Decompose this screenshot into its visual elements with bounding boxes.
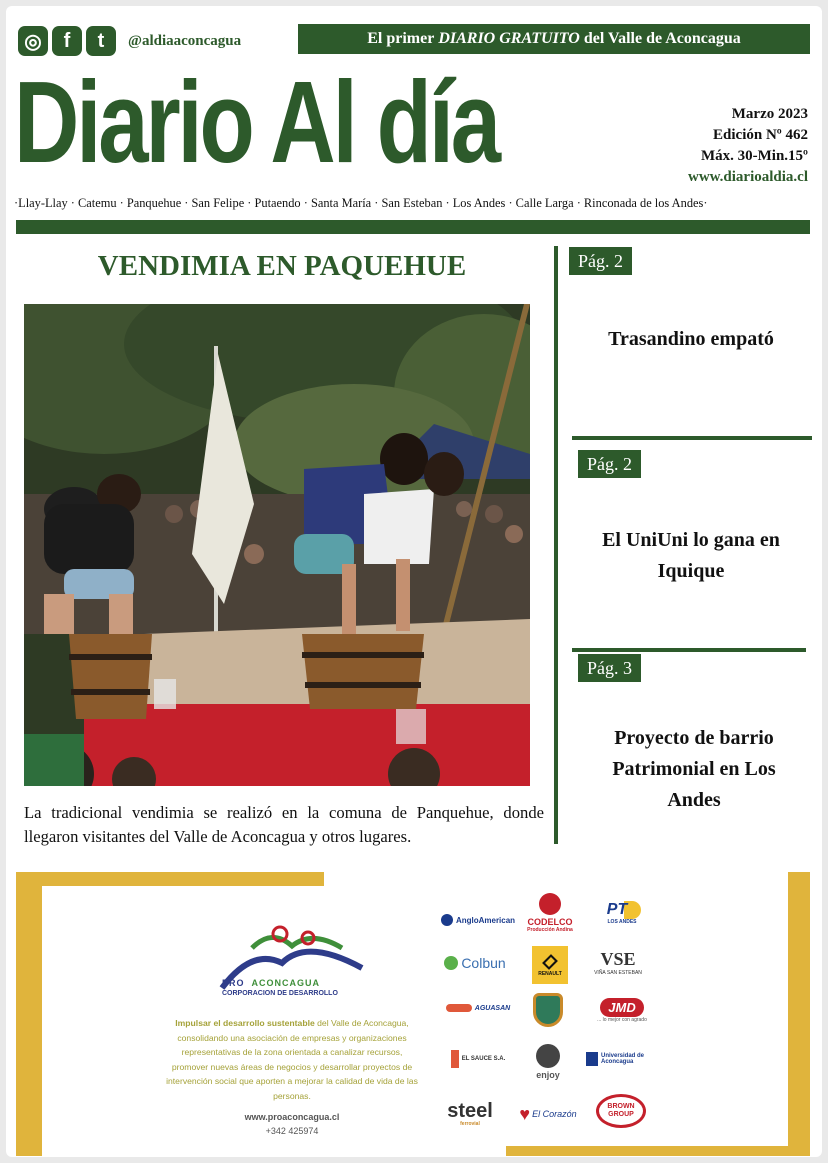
sidebar-page-badge[interactable]: Pág. 2 (578, 450, 641, 478)
ad-frame (16, 872, 42, 1156)
sponsor-enjoy (526, 1038, 570, 1086)
ad-mission (166, 1016, 418, 1104)
sidebar-rule (572, 436, 812, 440)
vendimia-photo (24, 304, 530, 786)
sidebar-story-title[interactable]: Proyecto de barrio Patrimonial en Los Andes (612, 727, 776, 811)
tagline-pre: El primer (367, 30, 435, 47)
ad-website[interactable]: www.proaconcagua.cl (244, 1112, 340, 1122)
sponsor-colbun (440, 950, 510, 976)
sponsor-el-sauce-label: EL SAUCE S.A. (461, 1056, 506, 1062)
sponsor-codelco (520, 890, 580, 936)
main-headline: VENDIMIA EN PAQUEHUE (97, 250, 467, 282)
sponsor-pt (590, 896, 654, 930)
sponsor-pt-sub: LOS ANDES (607, 919, 637, 925)
towns-list: ·Llay-Llay · Catemu · Panquehue · San Felipe · Putaendo · Santa María · San Esteban · Los Andes · Calle Larga · Rinconada de los Andes· (14, 196, 708, 210)
ad-frame (506, 1146, 810, 1156)
sponsor-vse-sub: VIÑA SAN ESTEBAN (594, 969, 642, 976)
sidebar-rule (572, 648, 806, 652)
sponsor-universidad-label: Universidad de Aconcagua (601, 1053, 645, 1065)
ad-content (42, 886, 788, 1146)
edition-website[interactable]: www.diarioaldia.cl (687, 169, 808, 185)
sponsor-pt-label: PT (603, 901, 641, 919)
sponsor-codelco-label: CODELCO (527, 917, 573, 927)
ad-org-subtitle: CORPORACION DE DESARROLLO (222, 990, 338, 997)
sponsor-jmd (590, 990, 654, 1030)
sponsor-colbun-label: Colbun (461, 955, 506, 971)
ad-org-name-b: ACONCAGUA (251, 978, 321, 988)
sponsor-vina-san-esteban (582, 942, 654, 982)
sponsor-advertisement (16, 872, 810, 1156)
ad-phone: +342 425974 (265, 1126, 319, 1136)
ad-org-name-a: PRO (222, 978, 245, 988)
edition-date: Marzo 2023 (731, 106, 808, 122)
sponsor-aguasan (440, 998, 516, 1018)
sponsor-anglo-label: AngloAmerican (455, 915, 516, 925)
ad-frame (788, 872, 810, 1156)
sidebar-story-title[interactable]: El UniUni lo gana en Iquique (602, 529, 780, 582)
newspaper-page (6, 6, 822, 1157)
sponsor-vse-label: VSE (600, 948, 636, 969)
facebook-icon[interactable]: f (52, 26, 82, 56)
sponsor-shield-icon (528, 990, 568, 1030)
sidebar-story-title[interactable]: Trasandino empató (608, 328, 774, 350)
edition-weather: Máx. 30-Min.15º (700, 148, 808, 164)
sponsor-anglo-american (438, 910, 518, 930)
sponsor-aguasan-label: AGUASAN (474, 1004, 511, 1012)
tagline-post: del Valle de Aconcagua (583, 30, 741, 47)
sidebar-page-badge[interactable]: Pág. 3 (578, 654, 641, 682)
sponsor-steel-sub: ferrovial (460, 1121, 480, 1127)
sponsor-universidad-aconcagua (586, 1046, 658, 1072)
sponsor-steel (442, 1096, 498, 1132)
social-bar (18, 26, 241, 56)
edition-number: Edición Nº 462 (713, 127, 808, 143)
sponsor-renault-label: RENAULT (538, 971, 562, 977)
sidebar-divider (554, 246, 558, 844)
sponsor-renault (532, 946, 568, 984)
social-handle[interactable]: @aldiaaconcagua (128, 32, 242, 49)
ad-org-name (222, 978, 392, 988)
tagline-emphasis: DIARIO GRATUITO (438, 30, 580, 47)
ad-frame (16, 872, 324, 886)
sponsor-enjoy-label: enjoy (536, 1070, 560, 1080)
sidebar-page-badge[interactable]: Pág. 2 (569, 247, 632, 275)
instagram-icon[interactable]: ◎ (18, 26, 48, 56)
sponsor-jmd-sub: ... lo mejor con agrado (597, 1016, 647, 1023)
sponsor-el-sauce (446, 1044, 510, 1074)
tagline-banner (298, 24, 810, 54)
twitter-icon[interactable]: t (86, 26, 116, 56)
ad-mission-bold: Impulsar el desarrollo sustentable (175, 1018, 315, 1028)
photo-caption: La tradicional vendimia se realizó en la comuna de Panquehue, donde llegaron visitantes del Valle de Aconcagua y otros lugares. (24, 803, 544, 846)
sponsor-steel-label: steel (447, 1100, 493, 1122)
sponsor-el-corazon: ♥ El Corazón (519, 1103, 577, 1124)
masthead-title: Diario Al día (14, 57, 498, 187)
sponsor-brown-group: BROWN GROUP (596, 1094, 646, 1128)
ad-mission-text: del Valle de Aconcagua, consolidando una asociación de empresas y organizaciones representativas de la zona orientada a canalizar recursos, promover nuevas áreas de negocios y desarrollar proyectos de intervención social que aporten a mejorar la calidad de vida de las personas. (166, 1018, 418, 1101)
header-rule (16, 220, 810, 234)
sponsor-corazon-label: El Corazón (532, 1109, 577, 1119)
sponsor-codelco-sub: Producción Andina (527, 927, 573, 933)
sponsor-jmd-label: JMD (600, 998, 643, 1017)
edition-box (688, 104, 808, 188)
